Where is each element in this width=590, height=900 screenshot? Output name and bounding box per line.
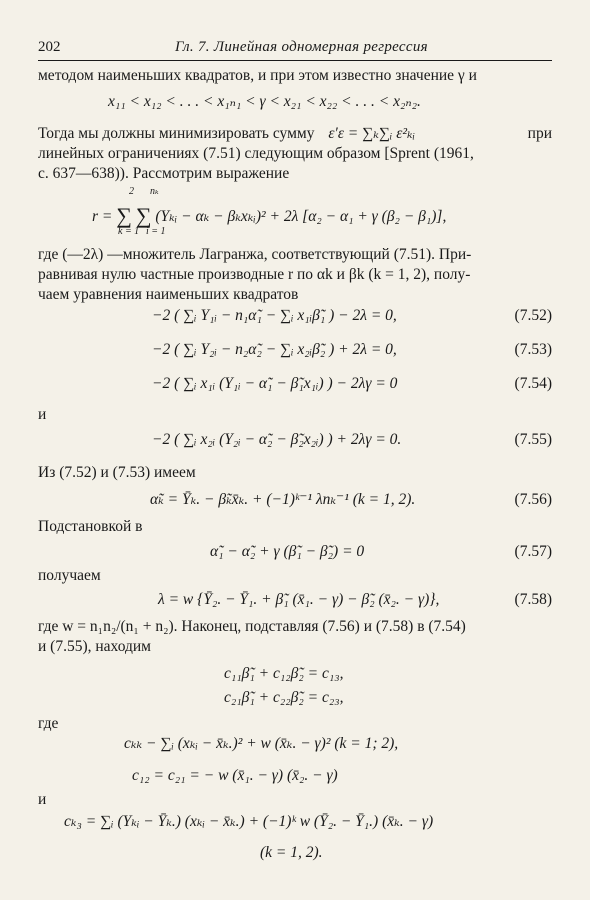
sum-upper-limit: 2 [129,186,134,197]
equation-7-57: α̃₁ − α̃₂ + γ (β̃₁ − β̃₂) = 0 [210,543,365,560]
sum-lower-limit: i = 1 [146,226,166,237]
paragraph-3-line-a: где (—2λ) —множитель Лагранжа, соответствующий (7.51). При- [38,246,472,263]
system-line-1: c₁₁β̃₁ + c₁₂β̃₂ = c₁₃, [224,665,344,682]
text-and-2: и [38,791,47,808]
text-where-w-b: и (7.55), находим [38,638,151,655]
formula-ck3: cₖ₃ = ∑ᵢ (Yₖᵢ − Ȳₖ.) (xₖᵢ − x̄ₖ.) + (−1)ᵏ w (Ȳ₂. − Ȳ₁.) (x̄ₖ. − γ) [64,813,434,830]
paragraph-2-line-a [38,124,552,143]
r-expression [92,200,446,228]
text-span: Тогда мы должны минимизировать сумму [38,125,315,142]
header-rule [38,60,552,61]
sum-symbol: ∑ [135,203,152,228]
sum-symbol: ∑ [116,203,132,228]
paragraph-2-line-b: линейных ограничениях (7.51) следующим образом [Sprent (1961, [38,145,474,162]
r-rhs: (Yₖᵢ − αₖ − βₖxₖᵢ)² + 2λ [α₂ − α₁ + γ (β₂ − β₁)], [155,208,447,225]
equation-7-55: −2 ( ∑ᵢ x₂ᵢ (Y₂ᵢ − α̃₂ − β̃₂x₂ᵢ) ) + 2λγ = 0. [152,431,402,448]
equation-7-56: α̃ₖ = Ȳₖ. − β̃ₖx̄ₖ. + (−1)ᵏ⁻¹ λnₖ⁻¹ (k = 1, 2). [150,491,416,508]
equation-7-54: −2 ( ∑ᵢ x₁ᵢ (Y₁ᵢ − α̃₁ − β̃₁x₁ᵢ) ) − 2λγ = 0 [152,375,398,392]
chapter-title: Гл. 7. Линейная одномерная регрессия [175,39,428,55]
inequality-chain: x₁₁ < x₁₂ < . . . < x₁ₙ₁ < γ < x₂₁ < x₂₂ < . . . < x₂ₙ₂. [108,93,421,110]
system-line-2: c₂₁β̃₁ + c₂₂β̃₂ = c₂₃, [224,689,344,706]
eq-number-7-56: (7.56) [514,491,552,508]
equation-7-52: −2 ( ∑ᵢ Y₁ᵢ − n₁α̃₁ − ∑ᵢ x₁ᵢβ̃₁ ) − 2λ = 0, [152,307,397,324]
paragraph-2-line-c: с. 637—638)). Рассмотрим выражение [38,165,290,182]
sum-lower-limit: k = 1 [118,226,140,237]
text-substituting: Подстановкой в [38,518,143,535]
sum-upper-limit: nₖ [150,186,159,197]
text-and: и [38,406,47,423]
eq-number-7-54: (7.54) [514,375,552,392]
text-line-1: методом наименьших квадратов, и при этом известно значение γ и [38,67,477,84]
formula-ckk: cₖₖ − ∑ᵢ (xₖᵢ − x̄ₖ.)² + w (x̄ₖ. − γ)² (k = 1; 2), [124,735,399,752]
eq-number-7-58: (7.58) [514,591,552,608]
text-we-get: получаем [38,567,101,584]
text-from-equations: Из (7.52) и (7.53) имеем [38,464,196,481]
eq-number-7-57: (7.57) [514,543,552,560]
r-lhs: r = [92,208,113,225]
paragraph-3-line-b: равнивая нулю частные производные r по αk и βk (k = 1, 2), полу- [38,266,471,283]
text-where-w-a: где w = n₁n₂/(n₁ + n₂). Наконец, подставляя (7.56) и (7.58) в (7.54) [38,618,466,635]
text-where: где [38,715,59,732]
equation-7-58: λ = w {Ȳ₂. − Ȳ₁. + β̃₁ (x̄₁. − γ) − β̃₂ (x̄₂. − γ)}, [158,591,440,608]
formula-ee-sum: ε′ε = ∑ₖ∑ᵢ ε²ₖᵢ [328,125,416,142]
paragraph-3-line-c: чаем уравнения наименьших квадратов [38,286,299,303]
text-span: при [527,125,552,142]
eq-number-7-55: (7.55) [514,431,552,448]
eq-number-7-52: (7.52) [514,307,552,324]
page-number: 202 [38,39,61,55]
formula-ck3-condition: (k = 1, 2). [260,844,323,861]
formula-c12: c₁₂ = c₂₁ = − w (x̄₁. − γ) (x̄₂. − γ) [132,767,338,784]
eq-number-7-53: (7.53) [514,341,552,358]
equation-7-53: −2 ( ∑ᵢ Y₂ᵢ − n₂α̃₂ − ∑ᵢ x₂ᵢβ̃₂ ) + 2λ = 0, [152,341,397,358]
